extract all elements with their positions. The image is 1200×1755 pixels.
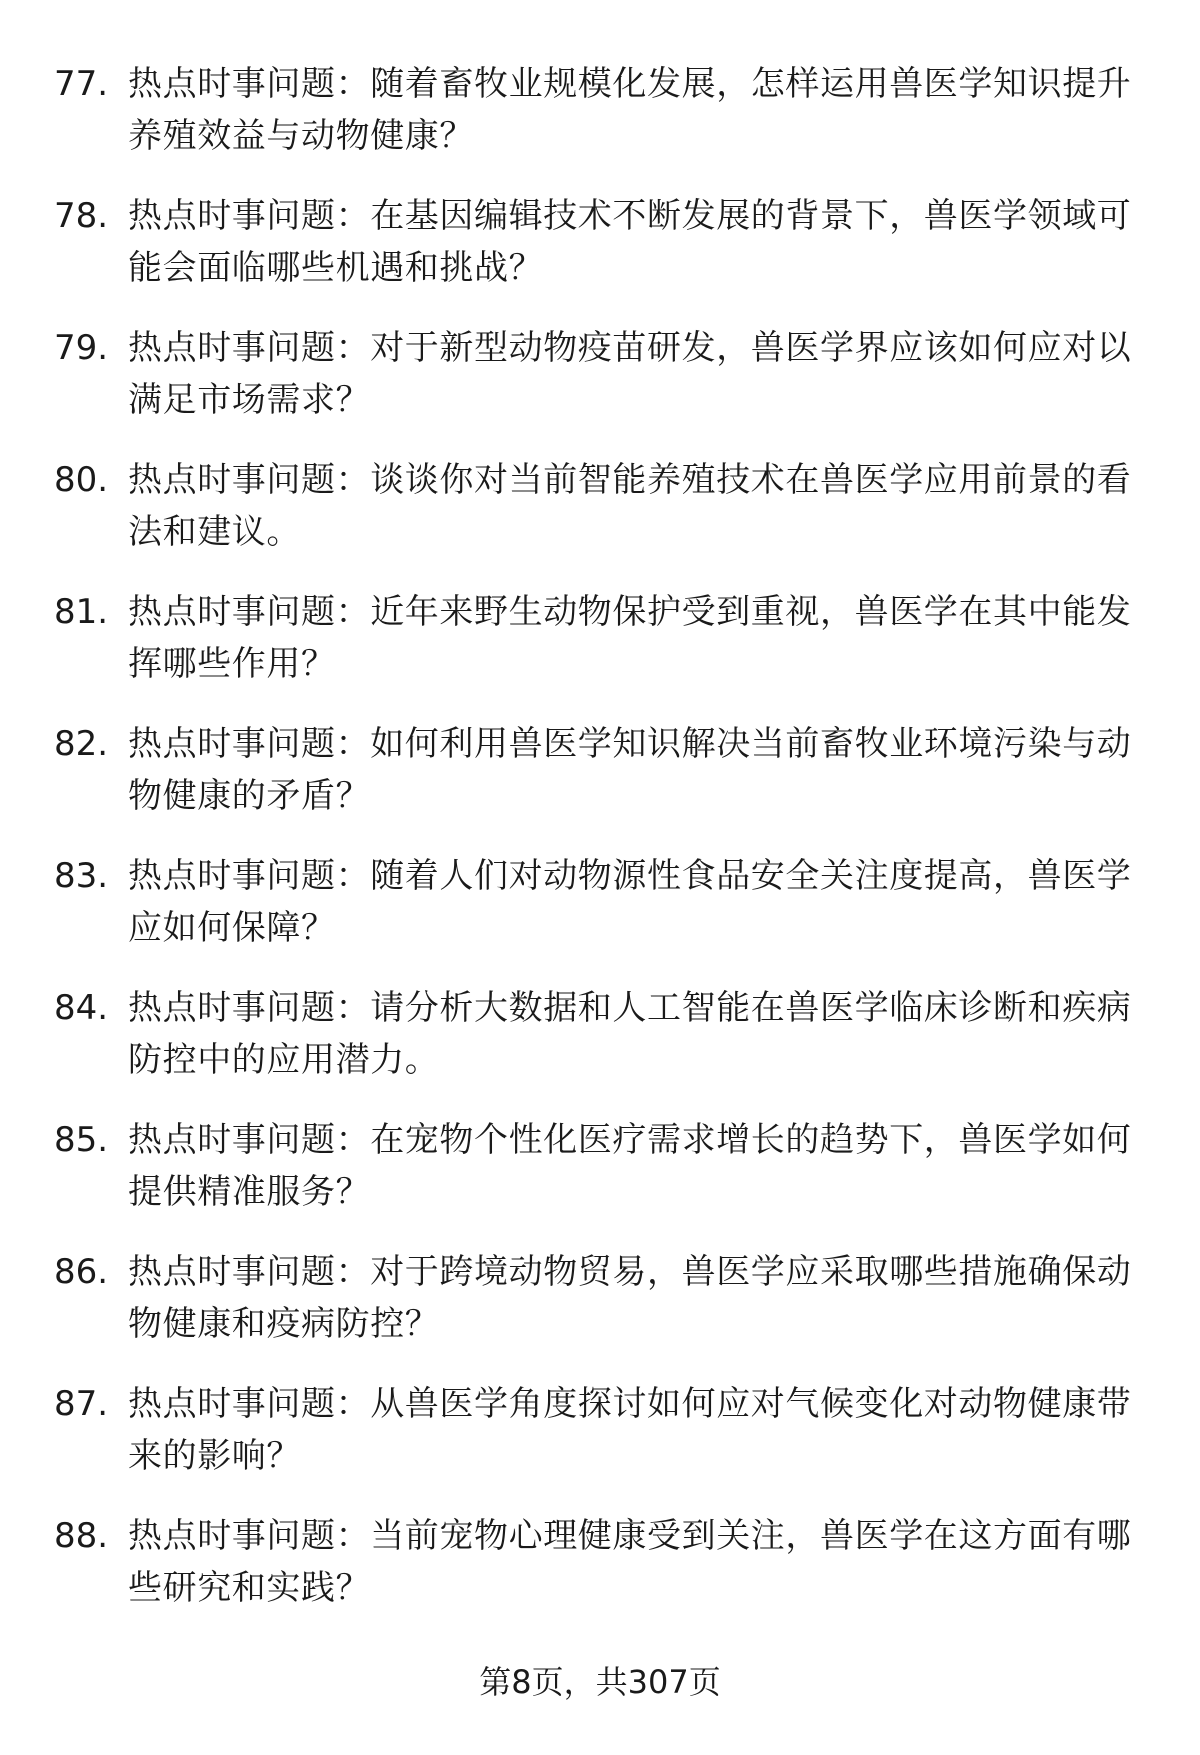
question-text: 热点时事问题：在宠物个性化医疗需求增长的趋势下，兽医学如何提供精准服务？ [128, 1120, 1132, 1212]
question-number: 78. [54, 196, 109, 236]
question-item [0, 718, 1200, 850]
question-text: 热点时事问题：从兽医学角度探讨如何应对气候变化对动物健康带来的影响？ [128, 1384, 1132, 1476]
question-text: 热点时事问题：随着人们对动物源性食品安全关注度提高，兽医学应如何保障？ [128, 856, 1132, 948]
question-number: 88. [54, 1516, 109, 1556]
question-item [0, 586, 1200, 718]
page-footer: 第8页，共307页 [479, 1663, 721, 1701]
question-number: 85. [54, 1120, 109, 1160]
question-text: 热点时事问题：对于跨境动物贸易，兽医学应采取哪些措施确保动物健康和疫病防控？ [128, 1252, 1132, 1344]
question-item [0, 1510, 1200, 1642]
question-text: 热点时事问题：近年来野生动物保护受到重视，兽医学在其中能发挥哪些作用？ [128, 592, 1132, 684]
question-list [0, 58, 1200, 1642]
question-text: 热点时事问题：谈谈你对当前智能养殖技术在兽医学应用前景的看法和建议。 [128, 460, 1132, 552]
question-item [0, 322, 1200, 454]
question-number: 80. [54, 460, 109, 500]
question-text: 热点时事问题：当前宠物心理健康受到关注，兽医学在这方面有哪些研究和实践？ [128, 1516, 1132, 1608]
question-item [0, 454, 1200, 586]
question-text: 热点时事问题：如何利用兽医学知识解决当前畜牧业环境污染与动物健康的矛盾？ [128, 724, 1132, 816]
question-number: 79. [54, 328, 109, 368]
question-item [0, 58, 1200, 190]
question-item [0, 190, 1200, 322]
question-number: 87. [54, 1384, 109, 1424]
question-number: 86. [54, 1252, 109, 1292]
question-item [0, 1378, 1200, 1510]
question-text: 热点时事问题：请分析大数据和人工智能在兽医学临床诊断和疾病防控中的应用潜力。 [128, 988, 1132, 1080]
question-number: 77. [54, 64, 109, 104]
question-item [0, 1114, 1200, 1246]
question-number: 81. [54, 592, 109, 632]
question-text: 热点时事问题：对于新型动物疫苗研发，兽医学界应该如何应对以满足市场需求？ [128, 328, 1132, 420]
question-item [0, 1246, 1200, 1378]
question-item [0, 850, 1200, 982]
question-number: 84. [54, 988, 109, 1028]
question-text: 热点时事问题：随着畜牧业规模化发展，怎样运用兽医学知识提升养殖效益与动物健康？ [128, 64, 1132, 156]
question-number: 82. [54, 724, 109, 764]
question-number: 83. [54, 856, 109, 896]
question-text: 热点时事问题：在基因编辑技术不断发展的背景下，兽医学领域可能会面临哪些机遇和挑战？ [128, 196, 1132, 288]
question-item [0, 982, 1200, 1114]
